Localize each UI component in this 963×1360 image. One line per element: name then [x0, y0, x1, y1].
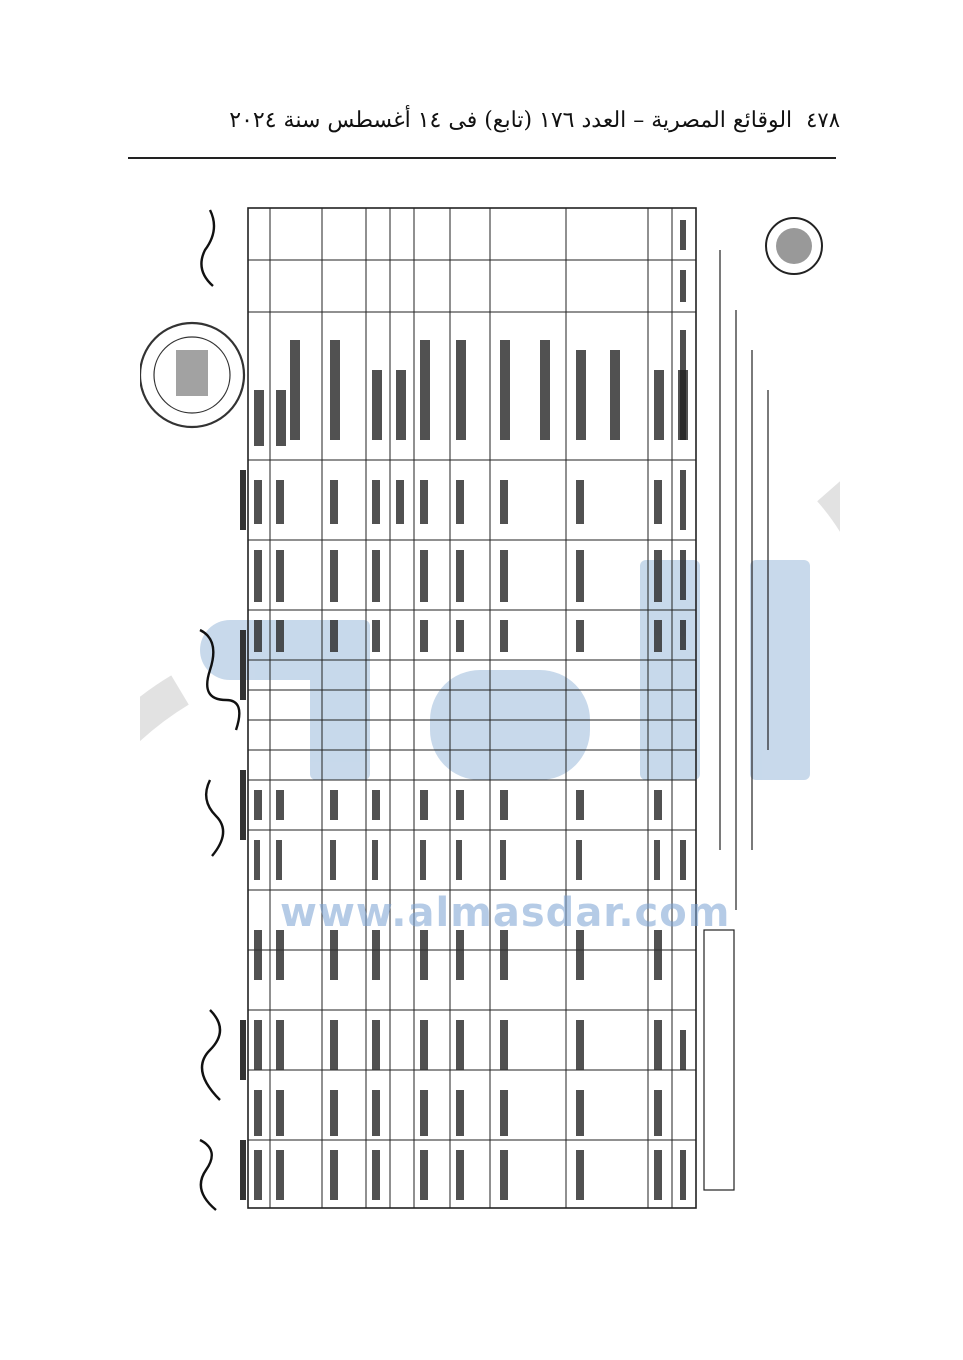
- running-header: [128, 108, 840, 148]
- ministry-logo: [766, 218, 822, 274]
- scanned-table-image: [140, 190, 840, 1260]
- gazette-issue-title: الوقائع المصرية – العدد ١٧٦ (تابع) فى ١٤ أغسطس سنة ٢٠٢٤: [229, 108, 793, 133]
- official-seal: [140, 323, 244, 427]
- signature-captions: [240, 470, 246, 1200]
- watermark-url: www.almasdar.com: [280, 890, 731, 936]
- corner-note-box: [704, 930, 734, 1190]
- scanned-table-drawing: [140, 190, 840, 1260]
- page-number: ٤٧٨: [806, 108, 840, 132]
- header-divider: [128, 157, 836, 159]
